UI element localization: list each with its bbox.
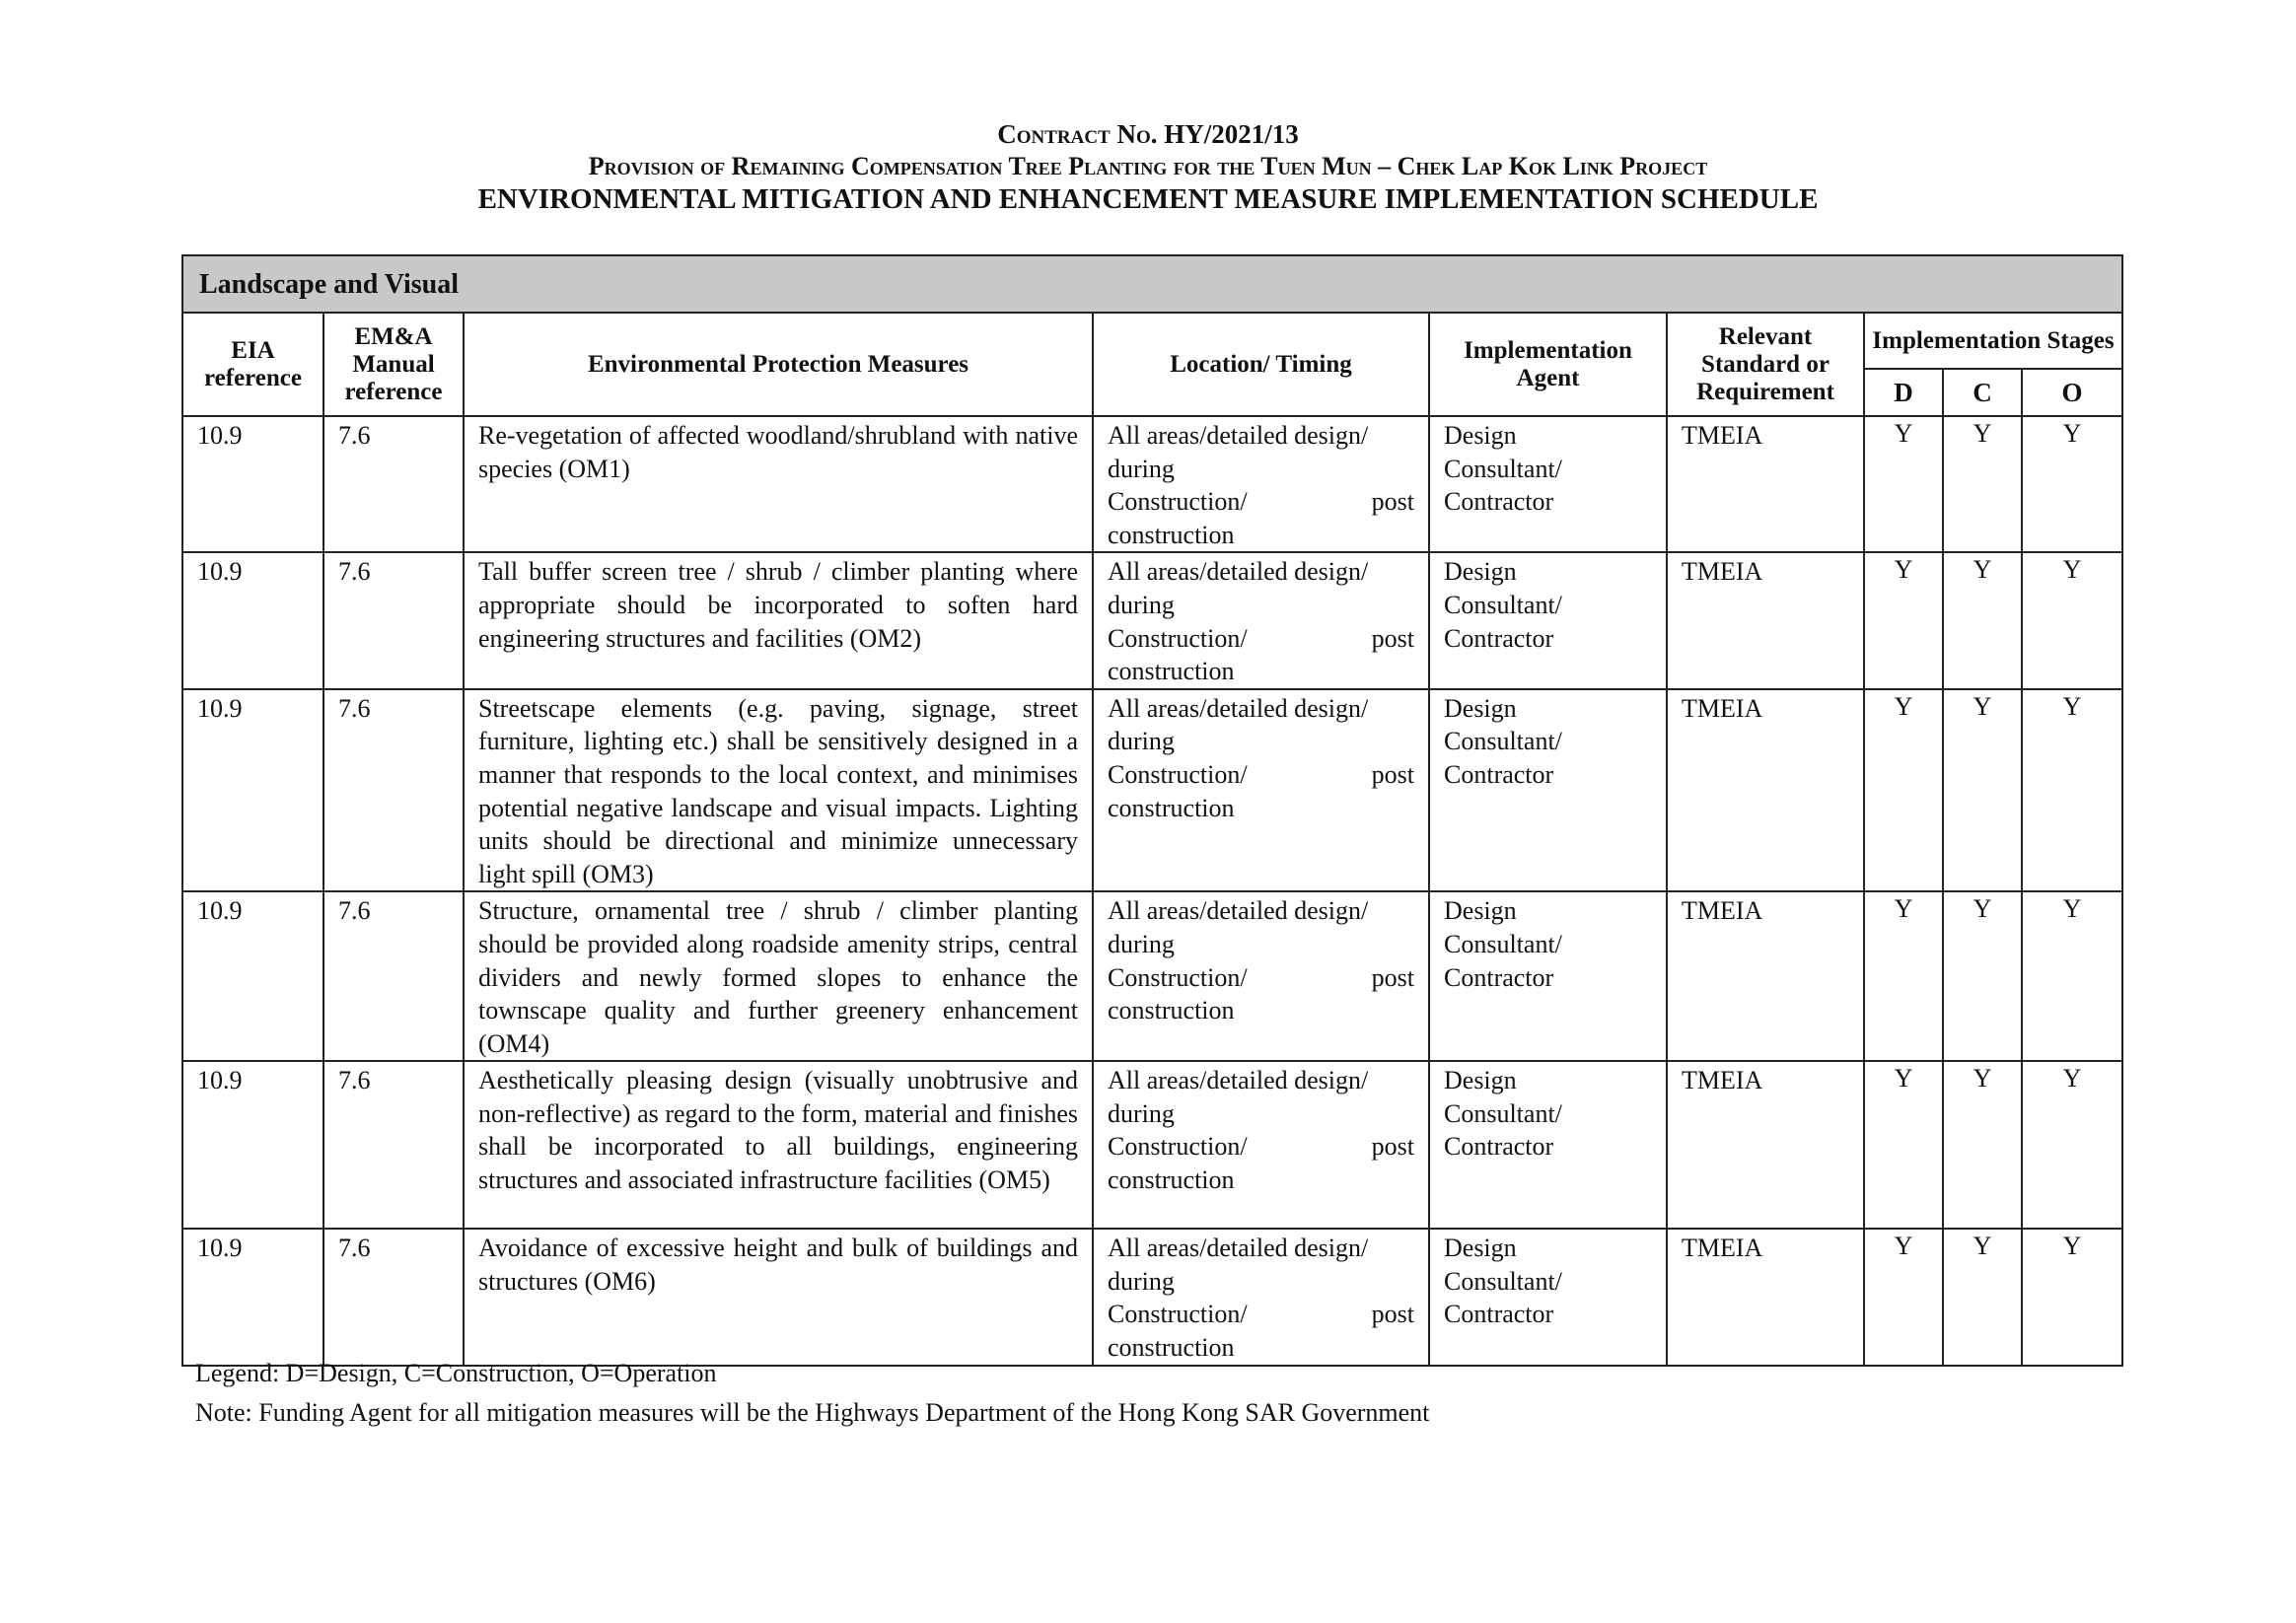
timing-construction-text: Construction/ xyxy=(1108,623,1248,653)
stage-operation-cell: Y xyxy=(2022,891,2122,1061)
agent-line: Consultant/ xyxy=(1444,727,1562,756)
timing-construction-text: Construction/ xyxy=(1108,1132,1248,1162)
ema-reference-cell: 7.6 xyxy=(323,689,464,892)
eia-reference-cell: 10.9 xyxy=(182,1229,323,1365)
agent-line: Design xyxy=(1444,1234,1517,1263)
stage-construction-cell: Y xyxy=(1943,552,2022,688)
timing-construction-end-text: construction xyxy=(1108,1333,1235,1363)
location-timing-cell xyxy=(1093,552,1429,688)
table-row xyxy=(182,552,2122,688)
table-row xyxy=(182,1229,2122,1365)
funding-note-text: Note: Funding Agent for all mitigation measures will be the Highways Department of the Hong Kong SAR Government xyxy=(195,1398,1430,1427)
measure-cell: Avoidance of excessive height and bulk of buildings and structures (OM6) xyxy=(464,1229,1093,1365)
agent-line: Consultant/ xyxy=(1444,454,1562,483)
agent-line: Contractor xyxy=(1444,962,1554,992)
location-timing-cell xyxy=(1093,1229,1429,1365)
agent-line: Contractor xyxy=(1444,759,1554,789)
agent-line: Contractor xyxy=(1444,623,1554,653)
stage-operation-cell: Y xyxy=(2022,1061,2122,1229)
measure-cell: Structure, ornamental tree / shrub / climber planting should be provided along roadside amenity strips, central dividers and newly formed slopes to enhance the townscape quality and further greenery enhancement (OM4) xyxy=(464,891,1093,1061)
standard-cell: TMEIA xyxy=(1667,1229,1864,1365)
agent-cell xyxy=(1429,552,1667,688)
timing-construction-text: Construction/ xyxy=(1108,487,1248,517)
table-row xyxy=(182,416,2122,552)
agent-cell xyxy=(1429,1229,1667,1365)
project-title: Provision of Remaining Compensation Tree Planting for the Tuen Mun – Chek Lap Kok Link Project xyxy=(588,151,1708,180)
stage-operation-cell: Y xyxy=(2022,416,2122,552)
eia-reference-header: EIA reference xyxy=(182,313,323,416)
table-row xyxy=(182,689,2122,892)
timing-construction-text: Construction/ xyxy=(1108,962,1248,992)
stage-construction-cell: Y xyxy=(1943,891,2022,1061)
timing-post-text: post xyxy=(1371,962,1414,992)
section-header: Landscape and Visual xyxy=(182,255,2122,313)
stage-design-cell: Y xyxy=(1864,552,1943,688)
stage-design-cell: Y xyxy=(1864,416,1943,552)
location-timing-cell xyxy=(1093,689,1429,892)
eia-reference-cell: 10.9 xyxy=(182,552,323,688)
agent-line: Design xyxy=(1444,557,1517,587)
timing-construction-end-text: construction xyxy=(1108,996,1235,1025)
standard-cell: TMEIA xyxy=(1667,416,1864,552)
ema-reference-cell: 7.6 xyxy=(323,552,464,688)
timing-post-text: post xyxy=(1371,487,1414,517)
stage-construction-cell: Y xyxy=(1943,416,2022,552)
measure-cell: Tall buffer screen tree / shrub / climber planting where appropriate should be incorporated to soften hard engineering structures and facilities (OM2) xyxy=(464,552,1093,688)
stage-construction-header: C xyxy=(1943,369,2022,416)
protection-measures-header: Environmental Protection Measures xyxy=(464,313,1093,416)
contract-number: Contract No. HY/2021/13 xyxy=(997,119,1299,149)
legend-text: Legend: D=Design, C=Construction, O=Operation xyxy=(195,1359,717,1387)
timing-post-text: post xyxy=(1371,1132,1414,1162)
ema-reference-cell: 7.6 xyxy=(323,1229,464,1365)
timing-construction-end-text: construction xyxy=(1108,1165,1235,1195)
stage-design-header: D xyxy=(1864,369,1943,416)
implementation-agent-header: Implementation Agent xyxy=(1429,313,1667,416)
agent-line: Contractor xyxy=(1444,487,1554,517)
agent-cell xyxy=(1429,1061,1667,1229)
timing-post-text: post xyxy=(1371,1300,1414,1329)
stage-construction-cell: Y xyxy=(1943,689,2022,892)
ema-reference-cell: 7.6 xyxy=(323,891,464,1061)
stage-design-cell: Y xyxy=(1864,689,1943,892)
agent-line: Design xyxy=(1444,1066,1517,1095)
agent-line: Contractor xyxy=(1444,1132,1554,1162)
timing-post-text: post xyxy=(1371,759,1414,789)
agent-cell xyxy=(1429,689,1667,892)
location-timing-cell xyxy=(1093,416,1429,552)
timing-construction-text: Construction/ xyxy=(1108,1300,1248,1329)
standard-cell: TMEIA xyxy=(1667,891,1864,1061)
stage-operation-cell: Y xyxy=(2022,689,2122,892)
stage-construction-cell: Y xyxy=(1943,1061,2022,1229)
eia-reference-cell: 10.9 xyxy=(182,689,323,892)
stage-design-cell: Y xyxy=(1864,891,1943,1061)
measure-cell: Aesthetically pleasing design (visually unobtrusive and non-reflective) as regard to the form, material and finishes shall be incorporated to all buildings, engineering structures and associated infrastructure facilities (OM5) xyxy=(464,1061,1093,1229)
table-row xyxy=(182,891,2122,1061)
agent-line: Consultant/ xyxy=(1444,590,1562,619)
stage-design-cell: Y xyxy=(1864,1229,1943,1365)
table-row xyxy=(182,1061,2122,1229)
location-timing-header: Location/ Timing xyxy=(1093,313,1429,416)
stage-operation-header: O xyxy=(2022,369,2122,416)
location-text: All areas/detailed design/ during xyxy=(1108,1234,1369,1296)
ema-manual-reference-header: EM&A Manual reference xyxy=(323,313,464,416)
agent-line: Consultant/ xyxy=(1444,1266,1562,1296)
timing-construction-text: Construction/ xyxy=(1108,759,1248,789)
schedule-title: ENVIRONMENTAL MITIGATION AND ENHANCEMENT MEASURE IMPLEMENTATION SCHEDULE xyxy=(477,182,1819,215)
agent-cell xyxy=(1429,416,1667,552)
location-text: All areas/detailed design/ during xyxy=(1108,693,1369,756)
stage-operation-cell: Y xyxy=(2022,1229,2122,1365)
stage-construction-cell: Y xyxy=(1943,1229,2022,1365)
measure-cell: Streetscape elements (e.g. paving, signage, street furniture, lighting etc.) shall be sensitively designed in a manner that responds to the local context, and minimises potential negative landscape and visual impacts. Lighting units should be directional and minimize unnecessary light spill (OM3) xyxy=(464,689,1093,892)
eia-reference-cell: 10.9 xyxy=(182,1061,323,1229)
agent-line: Design xyxy=(1444,896,1517,926)
location-text: All areas/detailed design/ during xyxy=(1108,1066,1369,1128)
agent-line: Design xyxy=(1444,421,1517,450)
location-timing-cell xyxy=(1093,891,1429,1061)
timing-post-text: post xyxy=(1371,623,1414,653)
location-text: All areas/detailed design/ during xyxy=(1108,896,1369,958)
agent-line: Consultant/ xyxy=(1444,1098,1562,1128)
standard-cell: TMEIA xyxy=(1667,552,1864,688)
implementation-stages-header: Implementation Stages xyxy=(1864,313,2122,369)
location-text: All areas/detailed design/ during xyxy=(1108,421,1369,483)
eia-reference-cell: 10.9 xyxy=(182,416,323,552)
ema-reference-cell: 7.6 xyxy=(323,416,464,552)
agent-line: Contractor xyxy=(1444,1300,1554,1329)
stage-design-cell: Y xyxy=(1864,1061,1943,1229)
timing-construction-end-text: construction xyxy=(1108,793,1235,822)
timing-construction-end-text: construction xyxy=(1108,520,1235,549)
timing-construction-end-text: construction xyxy=(1108,657,1235,686)
ema-reference-cell: 7.6 xyxy=(323,1061,464,1229)
eia-reference-cell: 10.9 xyxy=(182,891,323,1061)
measure-cell: Re-vegetation of affected woodland/shrubland with native species (OM1) xyxy=(464,416,1093,552)
location-timing-cell xyxy=(1093,1061,1429,1229)
agent-line: Design xyxy=(1444,693,1517,723)
relevant-standard-header: Relevant Standard or Requirement xyxy=(1667,313,1864,416)
standard-cell: TMEIA xyxy=(1667,1061,1864,1229)
location-text: All areas/detailed design/ during xyxy=(1108,557,1369,619)
standard-cell: TMEIA xyxy=(1667,689,1864,892)
agent-line: Consultant/ xyxy=(1444,929,1562,958)
implementation-schedule-table xyxy=(181,254,2123,1367)
agent-cell xyxy=(1429,891,1667,1061)
document-heading xyxy=(0,118,2296,217)
stage-operation-cell: Y xyxy=(2022,552,2122,688)
